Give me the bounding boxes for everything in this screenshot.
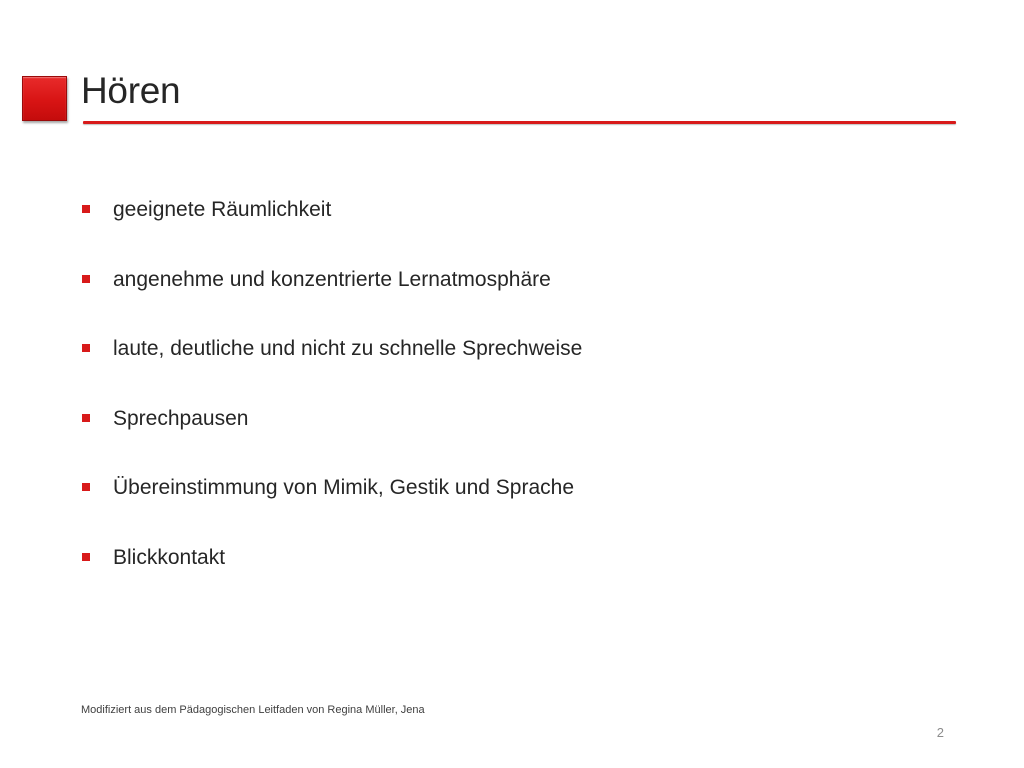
title-underline (83, 121, 956, 124)
bullet-text: Blickkontakt (113, 545, 226, 569)
square-bullet-icon (82, 483, 90, 491)
bullet-text: geeignete Räumlichkeit (113, 198, 332, 221)
square-bullet-icon (82, 344, 90, 352)
bullet-text: laute, deutliche und nicht zu schnelle Sprechweise (113, 337, 583, 360)
list-item (82, 472, 582, 542)
square-bullet-icon (82, 553, 90, 561)
bullet-list (82, 194, 582, 611)
footer-note: Modifiziert aus dem Pädagogischen Leitfaden von Regina Müller, Jena (81, 704, 425, 716)
list-item (82, 403, 582, 473)
square-bullet-icon (82, 275, 90, 283)
list-item (82, 264, 582, 334)
list-item (82, 542, 582, 612)
page-number: 2 (936, 725, 944, 740)
slide-title: Hören (81, 70, 181, 111)
bullet-text: Übereinstimmung von Mimik, Gestik und Sprache (113, 476, 575, 499)
list-item (82, 194, 582, 264)
bullet-text: angenehme und konzentrierte Lernatmosphäre (113, 267, 551, 291)
square-bullet-icon (82, 205, 90, 213)
bullet-text: Sprechpausen (113, 406, 249, 430)
red-square-icon (22, 76, 67, 121)
square-bullet-icon (82, 414, 90, 422)
list-item (82, 333, 582, 403)
